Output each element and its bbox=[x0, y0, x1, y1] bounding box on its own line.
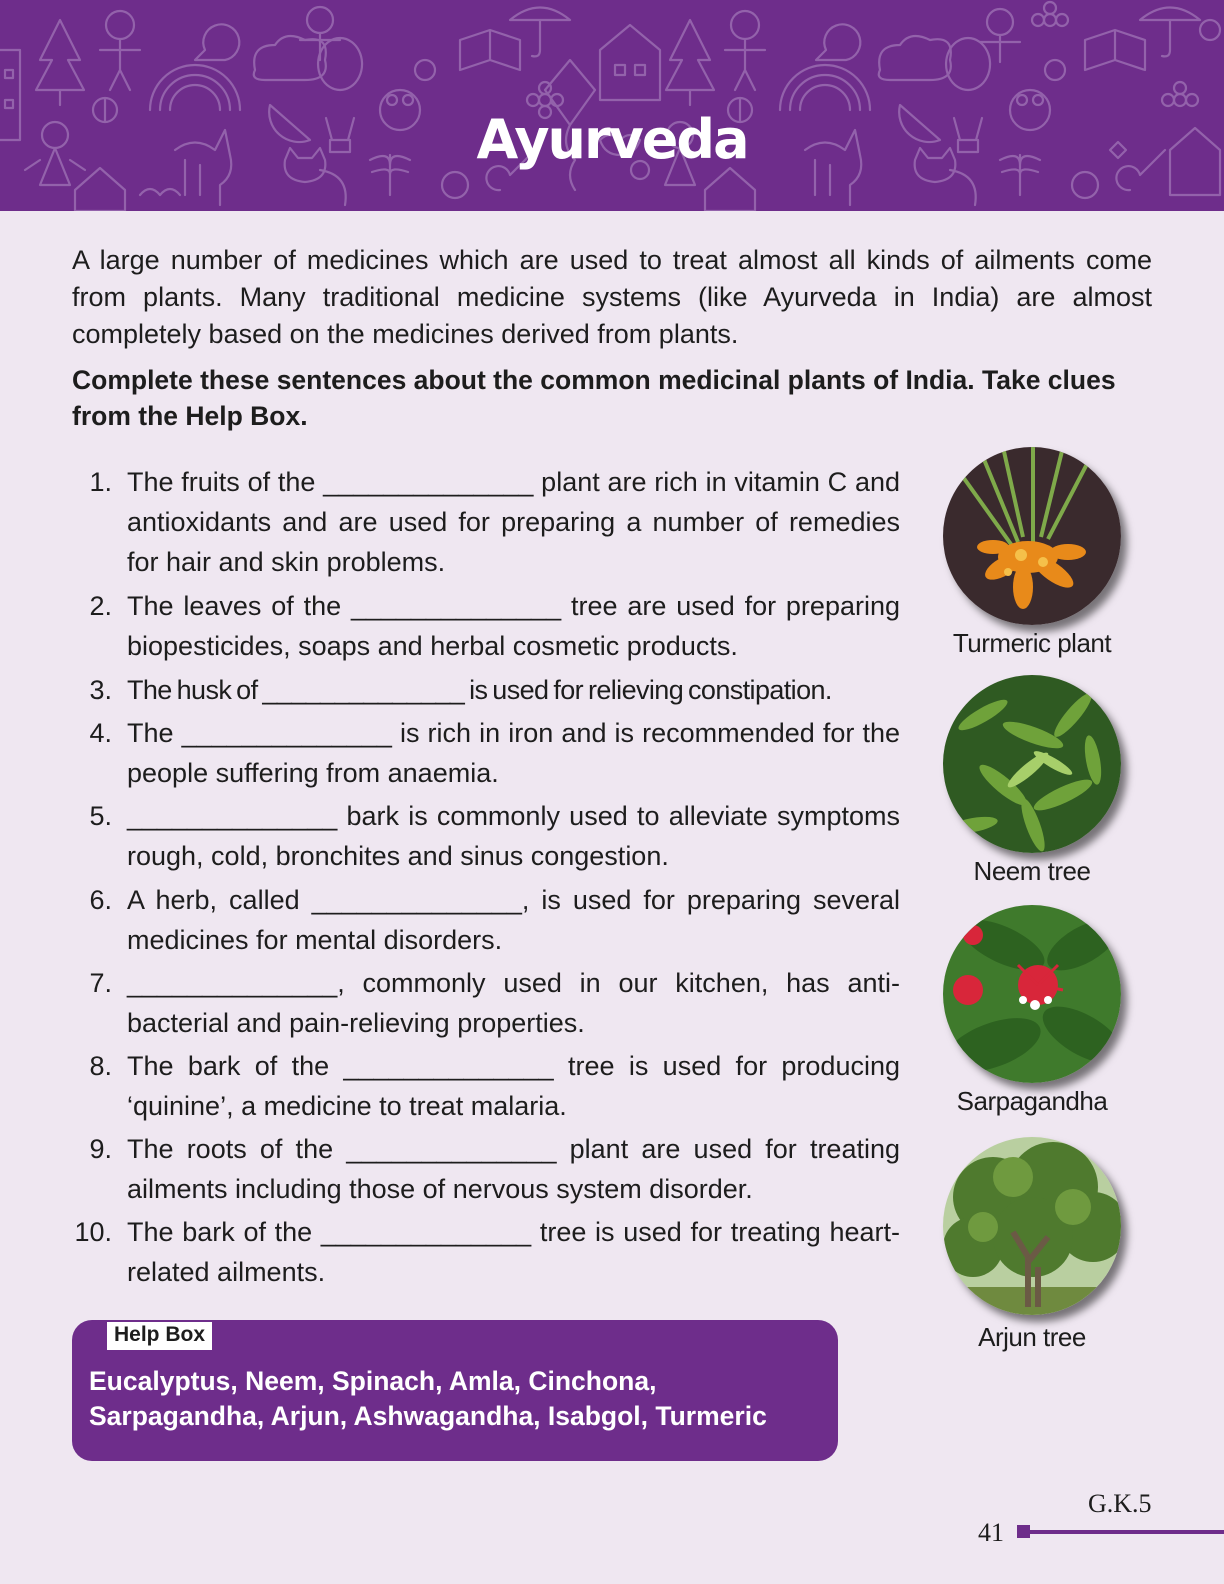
sarpagandha-photo bbox=[943, 905, 1121, 1083]
question-number: 9. bbox=[89, 1134, 112, 1164]
turmeric-plant-photo bbox=[943, 447, 1121, 625]
book-label: G.K.5 bbox=[1088, 1489, 1152, 1518]
question-item bbox=[70, 586, 900, 666]
arjun-tree-photo bbox=[943, 1137, 1121, 1315]
page-number: 41 bbox=[978, 1518, 1004, 1547]
header-banner bbox=[0, 0, 1224, 211]
question-item bbox=[70, 963, 900, 1043]
question-item bbox=[70, 462, 900, 582]
question-text: The husk of ______________ is used for relieving constipation. bbox=[127, 675, 832, 705]
instruction-text: Complete these sentences about the common medicinal plants of India. Take clues from the Help Box. bbox=[72, 365, 1116, 431]
question-number: 10. bbox=[74, 1217, 112, 1247]
question-number: 7. bbox=[89, 968, 112, 998]
question-number: 4. bbox=[89, 718, 112, 748]
question-number: 3. bbox=[89, 675, 112, 705]
question-item bbox=[70, 796, 900, 876]
question-item bbox=[70, 1212, 900, 1292]
question-text: ______________ bark is commonly used to alleviate symptoms rough, cold, bronchites and sinus congestion. bbox=[127, 801, 900, 871]
question-text: A herb, called ______________, is used for preparing several medicines for mental disorders. bbox=[127, 885, 900, 955]
page-title: Ayurveda bbox=[476, 108, 748, 171]
neem-tree-photo bbox=[943, 675, 1121, 853]
question-text: ______________, commonly used in our kitchen, has anti-bacterial and pain-relieving properties. bbox=[127, 968, 900, 1038]
question-item bbox=[70, 713, 900, 793]
question-item bbox=[70, 1129, 900, 1209]
question-number: 8. bbox=[89, 1051, 112, 1081]
question-item bbox=[70, 1046, 900, 1126]
question-number: 6. bbox=[89, 885, 112, 915]
plant-caption: Turmeric plant bbox=[952, 628, 1112, 658]
plant-caption: Neem tree bbox=[973, 856, 1091, 886]
question-text: The fruits of the ______________ plant are rich in vitamin C and antioxidants and are used for preparing a number of remedies for hair and skin problems. bbox=[127, 467, 900, 577]
page-marker-square bbox=[1017, 1525, 1030, 1538]
question-number: 5. bbox=[89, 801, 112, 831]
help-box-words: Eucalyptus, Neem, Spinach, Amla, Cinchona, Sarpagandha, Arjun, Ashwagandha, Isabgol, Turmeric bbox=[89, 1366, 767, 1431]
question-text: The ______________ is rich in iron and is recommended for the people suffering from anaemia. bbox=[127, 718, 900, 788]
question-text: The bark of the ______________ tree is used for producing ‘quinine’, a medicine to treat malaria. bbox=[127, 1051, 900, 1121]
page-marker-line bbox=[1030, 1530, 1224, 1534]
intro-paragraph: A large number of medicines which are used to treat almost all kinds of ailments come from plants. Many traditional medicine systems (like Ayurveda in India) are almost completely based on the medicines derived from plants. bbox=[72, 245, 1152, 349]
doodle-pattern bbox=[0, 0, 1224, 211]
question-item bbox=[70, 670, 900, 710]
question-item bbox=[70, 880, 900, 960]
question-text: The leaves of the ______________ tree are used for preparing biopesticides, soaps and herbal cosmetic products. bbox=[127, 591, 900, 661]
question-number: 2. bbox=[89, 591, 112, 621]
plant-caption: Arjun tree bbox=[978, 1322, 1086, 1352]
question-number: 1. bbox=[89, 467, 112, 497]
help-box bbox=[72, 1320, 838, 1461]
question-text: The bark of the ______________ tree is used for treating heart-related ailments. bbox=[127, 1217, 900, 1287]
plant-caption: Sarpagandha bbox=[956, 1086, 1108, 1116]
question-text: The roots of the ______________ plant are used for treating ailments including those of nervous system disorder. bbox=[127, 1134, 900, 1204]
help-box-label: Help Box bbox=[107, 1322, 212, 1350]
